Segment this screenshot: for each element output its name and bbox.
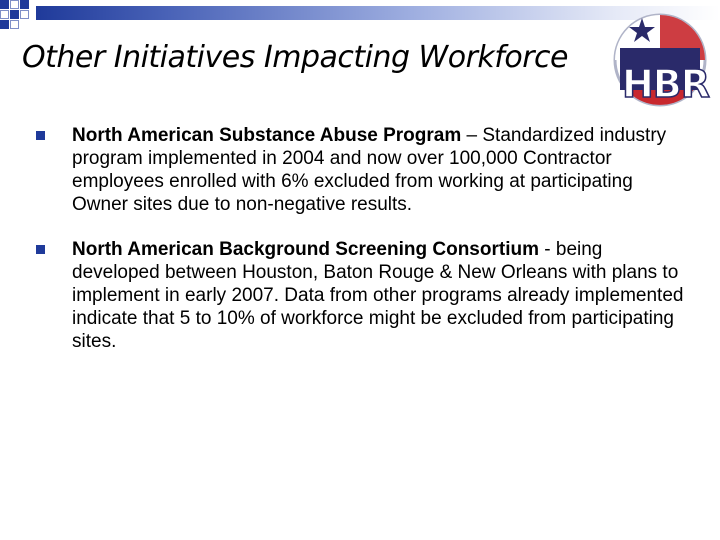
- bullet-separator: –: [461, 125, 483, 146]
- checker-square: [0, 20, 9, 29]
- checker-square: [0, 0, 9, 9]
- square-bullet-icon: [36, 131, 45, 140]
- checker-square: [20, 0, 29, 9]
- bullet-list: [34, 124, 684, 375]
- logo-text: HBR: [622, 62, 710, 106]
- bullet-separator: -: [538, 239, 556, 260]
- checker-square: [10, 10, 19, 19]
- hbr-logo: [612, 12, 708, 108]
- checker-square: [10, 20, 19, 29]
- slide-title: Other Initiatives Impacting Workforce: [22, 40, 568, 75]
- bullet-heading: North American Background Screening Consortium: [72, 239, 539, 260]
- checker-square: [20, 10, 29, 19]
- bullet-text: being developed between Houston, Baton Rouge & New Orleans with plans to implement in early 2007. Data from other programs already implemented indicate that 5 to 10% of workforce might be excluded from participating sites.: [72, 239, 684, 352]
- bullet-item: [34, 238, 684, 353]
- square-bullet-icon: [36, 245, 45, 254]
- checker-square: [10, 0, 19, 9]
- bullet-heading: North American Substance Abuse Program: [72, 125, 462, 146]
- bullet-item: [34, 124, 684, 216]
- checker-square: [0, 10, 9, 19]
- bullet-text: Standardized industry program implemented in 2004 and now over 100,000 Contractor employees enrolled with 6% excluded from working at participating Owner sites due to non-negative results.: [72, 125, 667, 215]
